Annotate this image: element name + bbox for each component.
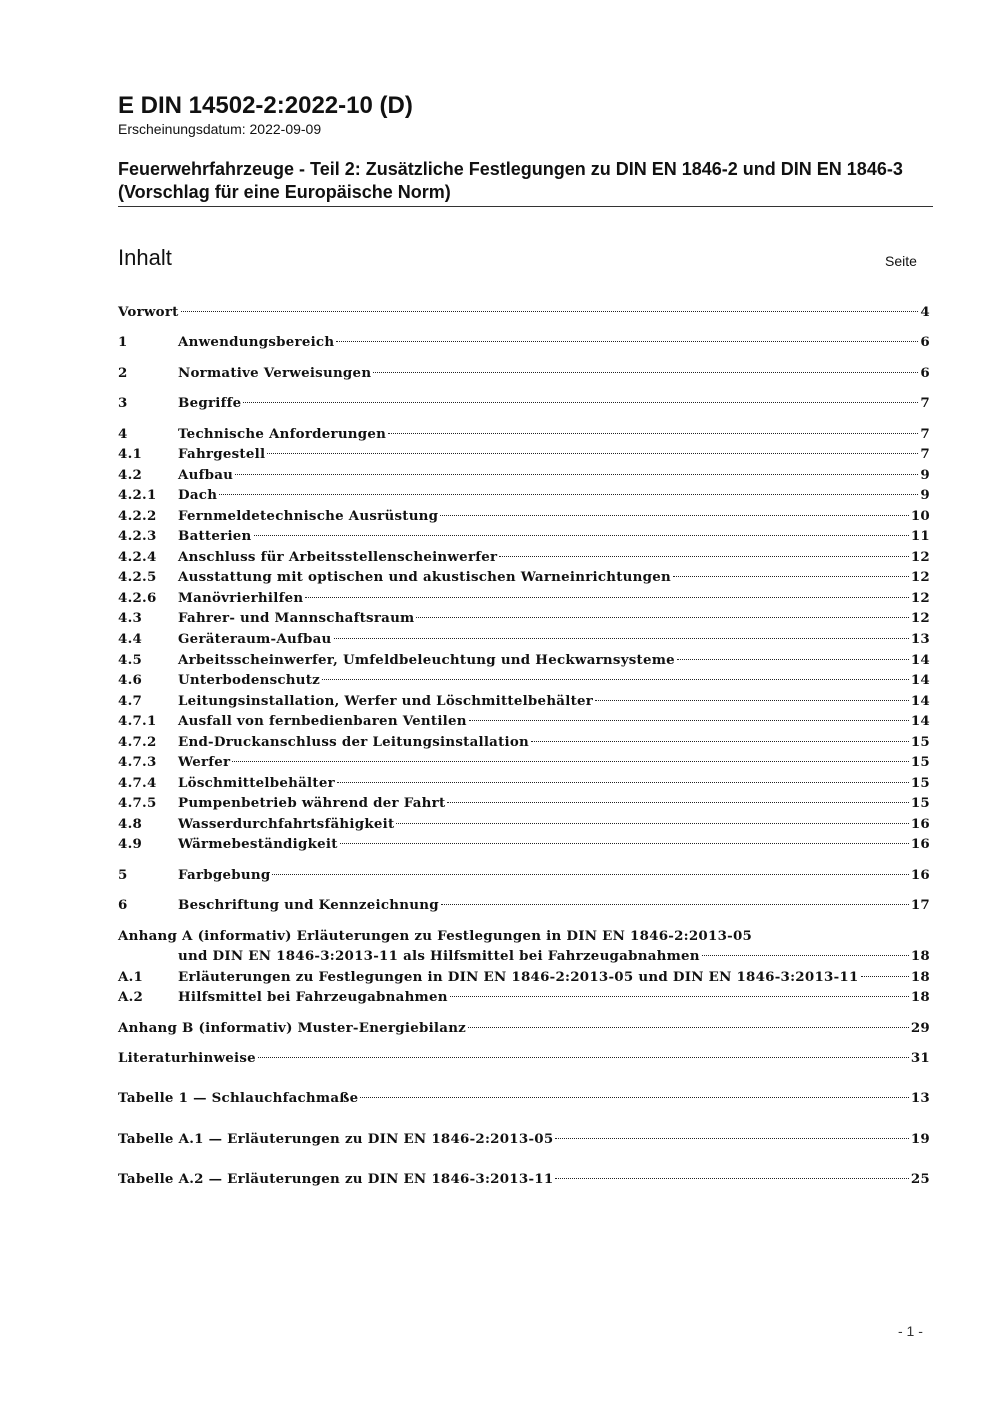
toc-leader — [702, 954, 909, 956]
toc-leader — [555, 1137, 908, 1139]
toc-entry-number: 4.2.5 — [118, 569, 157, 585]
toc-leader — [219, 493, 918, 495]
toc-leader — [243, 401, 918, 403]
toc-annex-b[interactable] — [118, 1018, 930, 1038]
toc-entry-page: 11 — [910, 528, 930, 544]
toc-entry-page: 12 — [910, 590, 930, 606]
toc-entry[interactable] — [118, 485, 930, 505]
toc-entry-page: 29 — [910, 1020, 930, 1036]
toc-entry-title: Technische Anforderungen — [178, 426, 387, 442]
toc-entry-title: Fernmeldetechnische Ausrüstung — [178, 508, 439, 524]
toc-entry-title: Hilfsmittel bei Fahrzeugabnahmen — [178, 989, 448, 1005]
toc-entry-title: Anhang B (informativ) Muster-Energiebilanz — [118, 1020, 467, 1036]
toc-entry-number: 4.7.1 — [118, 713, 157, 729]
toc-page-column-label: Seite — [885, 253, 917, 269]
toc-entry-page: 9 — [920, 467, 930, 483]
toc-entry-page: 17 — [910, 897, 930, 913]
toc-entry-page: 14 — [910, 693, 930, 709]
toc-leader — [555, 1177, 908, 1179]
toc-entry-page: 16 — [910, 867, 930, 883]
toc-entry-page: 16 — [910, 816, 930, 832]
toc-entry-page: 10 — [910, 508, 930, 524]
toc-table-entry[interactable] — [118, 1169, 930, 1189]
toc-leader — [232, 760, 909, 762]
toc-entry-title: Tabelle A.1 — Erläuterungen zu DIN EN 1846-2:2013-05 — [118, 1131, 554, 1147]
toc-entry-page: 19 — [910, 1131, 930, 1147]
toc-entry-page: 18 — [910, 948, 930, 964]
toc-entry[interactable] — [118, 691, 930, 711]
toc-entry-title: End-Druckanschluss der Leitungsinstallation — [178, 734, 530, 750]
toc-leader — [360, 1096, 908, 1098]
toc-entry[interactable] — [118, 629, 930, 649]
toc-leader — [340, 842, 909, 844]
toc-entry-page: 4 — [920, 304, 930, 320]
toc-entry-page: 14 — [910, 713, 930, 729]
document-title: Feuerwehrfahrzeuge - Teil 2: Zusätzliche Festlegungen zu DIN EN 1846-2 und DIN EN 1846-3 (Vorschlag für eine Europäische Norm) — [118, 159, 903, 202]
toc-entry-title: Wärmebeständigkeit — [178, 836, 338, 852]
toc-entry-page: 14 — [910, 672, 930, 688]
toc-entry-number: 4.9 — [118, 836, 143, 852]
toc-entry-page: 25 — [910, 1171, 930, 1187]
toc-entry-title: Normative Verweisungen — [178, 365, 372, 381]
toc-leader — [388, 432, 918, 434]
toc-entry[interactable] — [118, 424, 930, 444]
toc-leader — [673, 575, 909, 577]
toc-entry-title: Ausfall von fernbedienbaren Ventilen — [178, 713, 467, 729]
publication-date: Erscheinungsdatum: 2022-09-09 — [118, 121, 322, 137]
toc-entry-number: 6 — [118, 897, 128, 913]
toc-entry-number: 4.2.2 — [118, 508, 157, 524]
toc-entry-number: 4 — [118, 426, 128, 442]
toc-entry[interactable] — [118, 834, 930, 854]
toc-entry-number: 4.1 — [118, 446, 143, 462]
toc-entry[interactable] — [118, 793, 930, 813]
toc-entry-title: Tabelle 1 — Schlauchfachmaße — [118, 1090, 359, 1106]
toc-leader — [440, 514, 909, 516]
toc-entry-title: Anwendungsbereich — [178, 334, 335, 350]
toc-entry-title: und DIN EN 1846-3:2013-11 als Hilfsmittel bei Fahrzeugabnahmen — [178, 948, 700, 964]
toc-entry-title: Batterien — [178, 528, 252, 544]
toc-entry-number: 4.5 — [118, 652, 143, 668]
toc-entry-title: Erläuterungen zu Festlegungen in DIN EN 1846-2:2013-05 und DIN EN 1846-3:2013-11 — [178, 969, 859, 985]
toc-entry-number: 4.2.6 — [118, 590, 157, 606]
toc-entry-page: 7 — [920, 395, 930, 411]
toc-entry-page: 15 — [910, 734, 930, 750]
toc-entry[interactable] — [118, 865, 930, 885]
toc-entry-page: 13 — [910, 631, 930, 647]
toc-entry-title: Aufbau — [178, 467, 234, 483]
toc-leader — [272, 873, 908, 875]
toc-annex-a-heading[interactable]: Anhang A (informativ) Erläuterungen zu Festlegungen in DIN EN 1846-2:2013-05 — [118, 928, 753, 944]
toc-entry-number: 4.7.2 — [118, 734, 157, 750]
toc-entry-number: 4.6 — [118, 672, 143, 688]
document-id: E DIN 14502-2:2022-10 (D) — [118, 92, 413, 119]
toc-entry[interactable] — [118, 773, 930, 793]
toc-entry-number: 1 — [118, 334, 128, 350]
toc-entry-title: Vorwort — [118, 304, 179, 320]
toc-entry-page: 15 — [910, 795, 930, 811]
toc-leader — [441, 903, 909, 905]
toc-entry[interactable] — [118, 814, 930, 834]
toc-entry[interactable] — [118, 670, 930, 690]
toc-entry-number: A.2 — [118, 989, 144, 1005]
toc-leader — [373, 371, 918, 373]
toc-entry[interactable] — [118, 732, 930, 752]
toc-leader — [416, 616, 908, 618]
toc-entry[interactable] — [118, 711, 930, 731]
toc-entry-title: Anschluss für Arbeitsstellenscheinwerfer — [178, 549, 498, 565]
toc-entry-number: 4.7.3 — [118, 754, 157, 770]
toc-entry-number: 4.2.4 — [118, 549, 157, 565]
toc-leader — [235, 473, 918, 475]
toc-leader — [337, 781, 909, 783]
toc-entry-page: 13 — [910, 1090, 930, 1106]
toc-entry[interactable] — [118, 393, 930, 413]
toc-leader — [305, 596, 909, 598]
toc-leader — [447, 801, 908, 803]
toc-entry-title: Löschmittelbehälter — [178, 775, 335, 791]
toc-entry[interactable] — [118, 588, 930, 608]
toc-entry-number: 4.7.4 — [118, 775, 157, 791]
toc-entry-title: Literaturhinweise — [118, 1050, 256, 1066]
toc-entry[interactable] — [118, 895, 930, 915]
toc-entry-number: 4.8 — [118, 816, 143, 832]
toc-leader — [531, 740, 909, 742]
toc-leader — [396, 822, 908, 824]
toc-entry-number: 4.2 — [118, 467, 143, 483]
toc-entry-number: 4.2.3 — [118, 528, 157, 544]
toc-entry-title: Geräteraum-Aufbau — [178, 631, 332, 647]
toc-entry-page: 7 — [920, 426, 930, 442]
toc-entry[interactable] — [118, 567, 930, 587]
toc-entry-page: 12 — [910, 569, 930, 585]
toc-entry[interactable] — [118, 650, 930, 670]
toc-leader — [254, 534, 909, 536]
toc-leader — [499, 555, 909, 557]
toc-leader — [322, 678, 909, 680]
toc-entry-title: Beschriftung und Kennzeichnung — [178, 897, 439, 913]
toc-entry[interactable] — [118, 363, 930, 383]
toc-leader — [258, 1056, 909, 1058]
toc-entry-title: Fahrgestell — [178, 446, 266, 462]
toc-entry[interactable] — [118, 987, 930, 1007]
toc-entry-page: 12 — [910, 610, 930, 626]
toc-entry-page: 18 — [910, 989, 930, 1005]
toc-entry-number: 4.3 — [118, 610, 143, 626]
toc-entry-page: 31 — [910, 1050, 930, 1066]
toc-entry-number: 2 — [118, 365, 128, 381]
toc-entry[interactable] — [118, 465, 930, 485]
toc-entry-title: Dach — [178, 487, 218, 503]
toc-entry-title: Leitungsinstallation, Werfer und Löschmittelbehälter — [178, 693, 594, 709]
toc-entry-number: 5 — [118, 867, 128, 883]
toc-entry[interactable] — [118, 526, 930, 546]
toc-entry-title: Ausstattung mit optischen und akustischen Warneinrichtungen — [178, 569, 672, 585]
toc-entry-page: 18 — [910, 969, 930, 985]
toc-entry-title: Werfer — [178, 754, 231, 770]
toc-entry-title: Arbeitsscheinwerfer, Umfeldbeleuchtung und Heckwarnsysteme — [178, 652, 675, 668]
toc-entry-page: 12 — [910, 549, 930, 565]
toc-entry[interactable] — [118, 332, 930, 352]
toc-annex-a-continuation[interactable] — [178, 946, 930, 966]
toc-heading: Inhalt — [118, 245, 172, 270]
toc-leader — [469, 719, 909, 721]
toc-leader — [861, 975, 909, 977]
toc-leader — [450, 995, 909, 997]
toc-entry-page: 6 — [920, 365, 930, 381]
toc-entry-page: 9 — [920, 487, 930, 503]
toc-leader — [181, 310, 919, 312]
toc-entry-page: 6 — [920, 334, 930, 350]
toc-entry-title: Farbgebung — [178, 867, 271, 883]
toc-entry-page: 15 — [910, 754, 930, 770]
toc-entry-title: Pumpenbetrieb während der Fahrt — [178, 795, 446, 811]
toc-entry-page: 14 — [910, 652, 930, 668]
toc-table-entry[interactable] — [118, 1088, 930, 1108]
toc-entry-number: 4.2.1 — [118, 487, 157, 503]
toc-entry-title: Fahrer- und Mannschaftsraum — [178, 610, 415, 626]
toc-entry-number: 4.7 — [118, 693, 143, 709]
toc-entry-title: Manövrierhilfen — [178, 590, 304, 606]
toc-bibliography[interactable] — [118, 1048, 930, 1068]
toc-leader — [334, 637, 909, 639]
title-divider — [118, 206, 933, 207]
toc-entry-number: 3 — [118, 395, 128, 411]
toc-leader — [468, 1026, 909, 1028]
page-number: - 1 - — [898, 1323, 923, 1339]
toc-leader — [677, 658, 909, 660]
toc-entry[interactable] — [118, 608, 930, 628]
toc-entry-page: 15 — [910, 775, 930, 791]
toc-leader — [336, 340, 918, 342]
toc-table-entry[interactable] — [118, 1129, 930, 1149]
toc-entry[interactable] — [118, 547, 930, 567]
toc-entry-title: Unterbodenschutz — [178, 672, 321, 688]
toc-entry[interactable] — [118, 302, 930, 322]
toc-entry[interactable] — [118, 752, 930, 772]
toc-entry-page: 16 — [910, 836, 930, 852]
toc-entry[interactable] — [118, 967, 930, 987]
toc-entry[interactable] — [118, 506, 930, 526]
toc-entry[interactable] — [118, 444, 930, 464]
toc-leader — [267, 452, 918, 454]
toc-entry-title: Wasserdurchfahrtsfähigkeit — [178, 816, 395, 832]
toc-entry-number: 4.4 — [118, 631, 143, 647]
toc-entry-number: A.1 — [118, 969, 144, 985]
toc-entry-page: 7 — [920, 446, 930, 462]
toc-entry-number: 4.7.5 — [118, 795, 157, 811]
toc-leader — [595, 699, 909, 701]
toc-entry-title: Tabelle A.2 — Erläuterungen zu DIN EN 1846-3:2013-11 — [118, 1171, 554, 1187]
toc-entry-title: Begriffe — [178, 395, 242, 411]
